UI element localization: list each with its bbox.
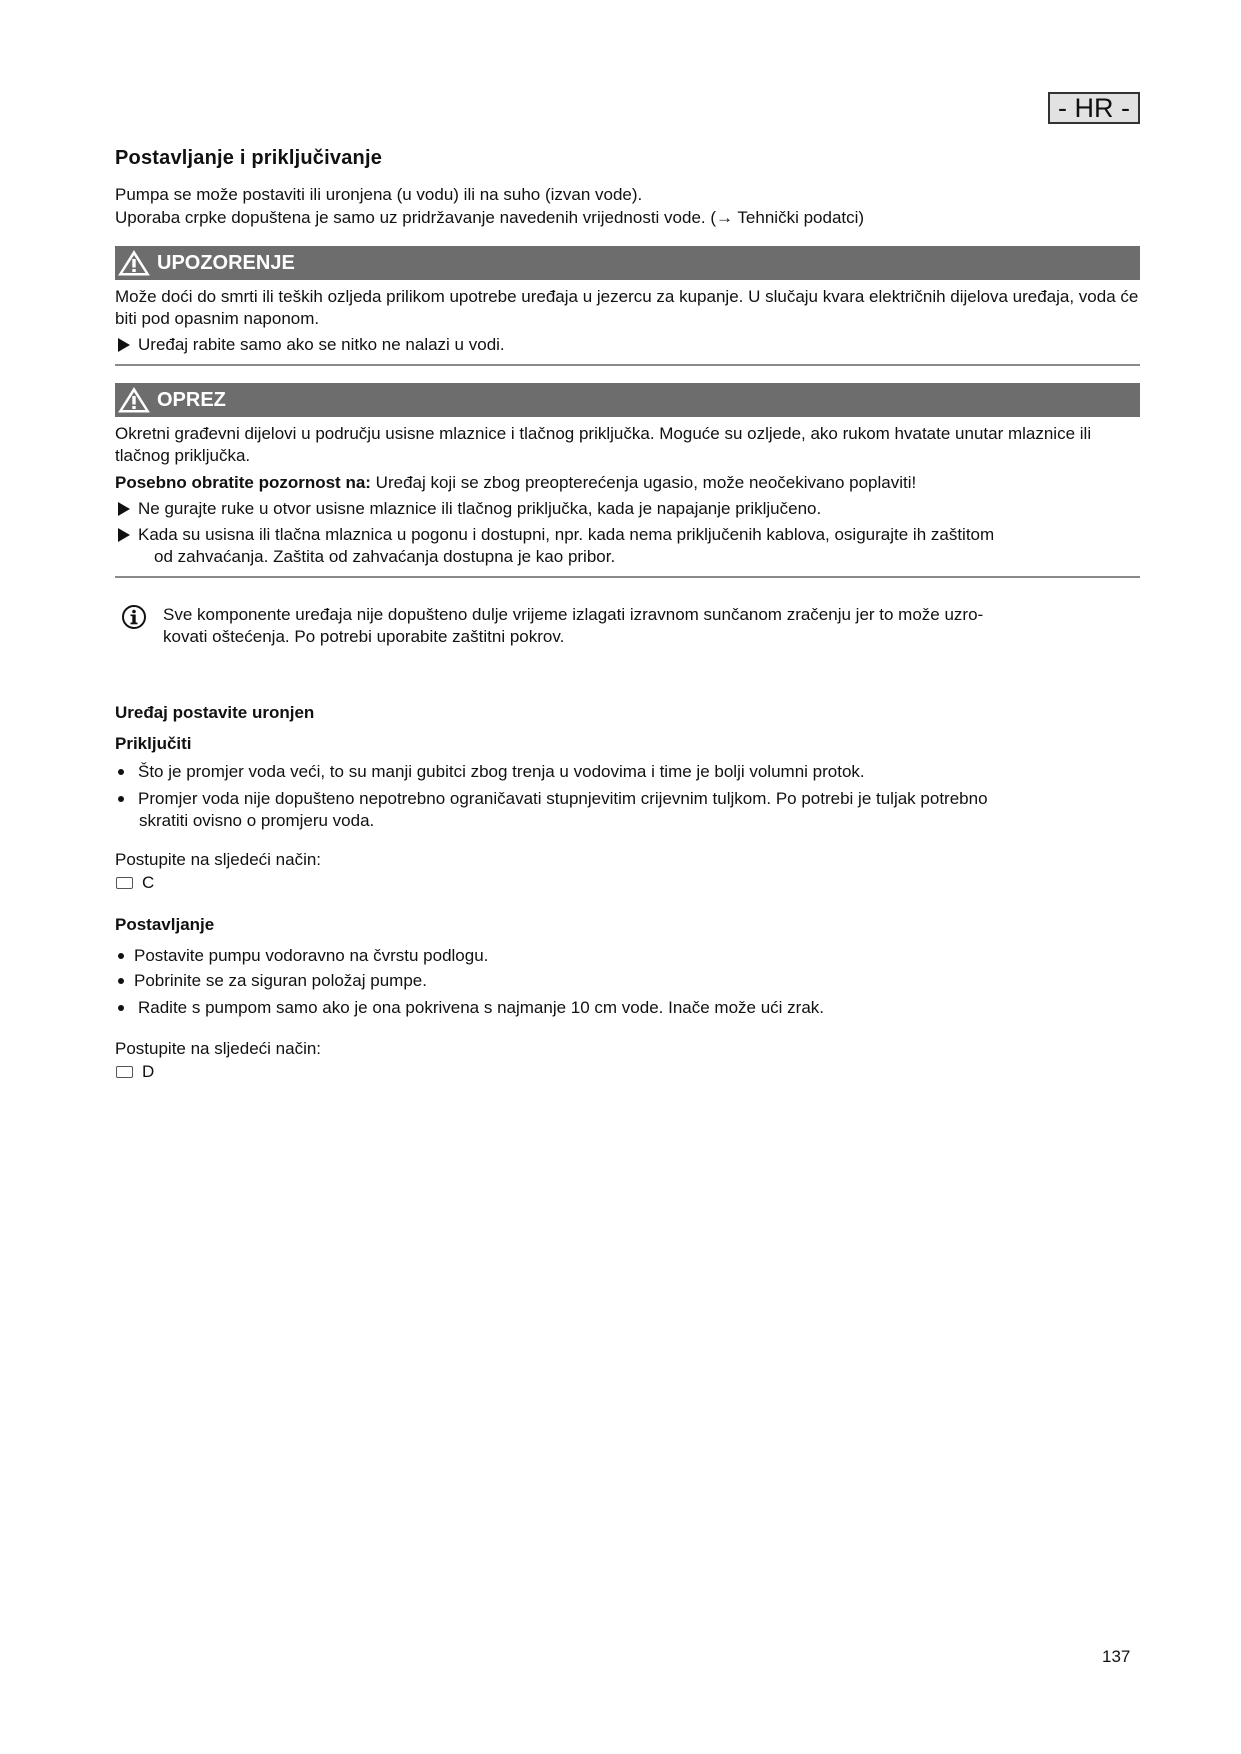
placement-section <box>115 914 1140 1083</box>
list-item-text: Postavite pumpu vodoravno na čvrstu podlogu. <box>134 946 489 965</box>
section-title: Postavljanje i priključivanje <box>115 147 383 169</box>
caution-action-2-cont: od zahvaćanja. Zaštita od zahvaćanja dostupna je kao pribor. <box>154 547 616 566</box>
page-number: 137 <box>1102 1647 1131 1666</box>
caution-action-1 <box>115 498 1140 520</box>
info-line-1: Sve komponente uređaja nije dopušteno dulje vrijeme izlagati izravnom sunčanom zračenju jer to može uzro- <box>163 605 984 624</box>
connect-heading: Priključiti <box>115 734 192 753</box>
arrow-right-icon <box>118 338 130 352</box>
intro-line-2: Uporaba crpke dopuštena je samo uz pridržavanje navedenih vrijednosti vode. (→ Tehnički podatci) <box>115 208 865 227</box>
info-note <box>115 604 1140 648</box>
warning-section <box>115 246 1140 366</box>
procedure-text: Postupite na sljedeći način: <box>115 1039 322 1058</box>
submerged-section <box>115 702 1140 894</box>
warning-triangle-icon <box>117 249 151 277</box>
warning-text: Može doći do smrti ili teških ozljeda prilikom upotrebe uređaja u jezercu za kupanje. U slučaju kvara električnih dijelova uređaja, voda će biti pod opasnim naponom. <box>115 287 1139 328</box>
warning-label: UPOZORENJE <box>157 252 295 274</box>
caution-action-1-text: Ne gurajte ruke u otvor usisne mlaznice ili tlačnog priključka, kada je napajanje priključeno. <box>138 499 822 518</box>
procedure-text: Postupite na sljedeći način: <box>115 850 322 869</box>
list-item-text: Pobrinite se za siguran položaj pumpe. <box>134 971 427 990</box>
list-item-text: Što je promjer voda veći, to su manji gubitci zbog trenja u vodovima i time je bolji volumni protok. <box>138 762 865 781</box>
list-item <box>115 945 1140 967</box>
warning-bar <box>115 246 1140 280</box>
bullet-icon <box>118 1005 124 1011</box>
intro-line-1: Pumpa se može postaviti ili uronjena (u vodu) ili na suho (izvan vode). <box>115 185 643 204</box>
book-icon <box>116 877 133 889</box>
list-item-text: Promjer voda nije dopušteno nepotrebno ograničavati stupnjevitim crijevnim tuljkom. Po potrebi je tuljak potrebno <box>138 789 988 808</box>
arrow-right-icon <box>118 528 130 542</box>
arrow-right-icon <box>118 502 130 516</box>
warning-action-text: Uređaj rabite samo ako se nitko ne nalazi u vodi. <box>138 335 505 354</box>
caution-action-2 <box>115 524 1140 568</box>
bullet-icon <box>118 953 124 959</box>
caution-action-2-text: Kada su usisna ili tlačna mlaznica u pogonu i dostupni, npr. kada nema priključenih kablova, osigurajte ih zaštitom <box>138 525 995 544</box>
caution-label: OPREZ <box>157 389 226 411</box>
caution-bar <box>115 383 1140 417</box>
list-item-text-cont: skratiti ovisno o promjeru voda. <box>139 811 375 830</box>
bullet-icon <box>118 796 124 802</box>
warning-triangle-icon <box>117 386 151 414</box>
info-line-2: kovati oštećenja. Po potrebi uporabite zaštitni pokrov. <box>163 627 565 646</box>
caution-emphasis-text: Uređaj koji se zbog preopterećenja ugasio, može neočekivano poplaviti! <box>370 473 917 492</box>
document-body <box>115 140 1140 1083</box>
bullet-icon <box>118 978 124 984</box>
language-tag: - HR - <box>1048 92 1140 124</box>
list-item-text: Radite s pumpom samo ako je ona pokrivena s najmanje 10 cm vode. Inače može ući zrak. <box>138 998 825 1017</box>
figure-reference <box>115 872 1140 894</box>
figure-reference-label: C <box>142 873 155 892</box>
info-icon <box>121 604 147 630</box>
caution-emphasis <box>115 472 1140 494</box>
list-item <box>115 970 1140 992</box>
submerged-heading: Uređaj postavite uronjen <box>115 703 315 722</box>
figure-reference-label: D <box>142 1062 155 1081</box>
bullet-icon <box>118 769 124 775</box>
warning-action <box>115 334 1140 356</box>
list-item <box>115 997 1140 1019</box>
list-item <box>115 788 1140 832</box>
list-item <box>115 761 1140 783</box>
figure-reference <box>115 1061 1140 1083</box>
placement-heading: Postavljanje <box>115 915 215 934</box>
caution-emphasis-label: Posebno obratite pozornost na: <box>115 473 371 492</box>
caution-text: Okretni građevni dijelovi u području usisne mlaznice i tlačnog priključka. Moguće su ozljede, ako rukom hvatate unutar mlaznice ili tlačnog priključka. <box>115 424 1092 465</box>
caution-section <box>115 383 1140 578</box>
book-icon <box>116 1066 133 1078</box>
